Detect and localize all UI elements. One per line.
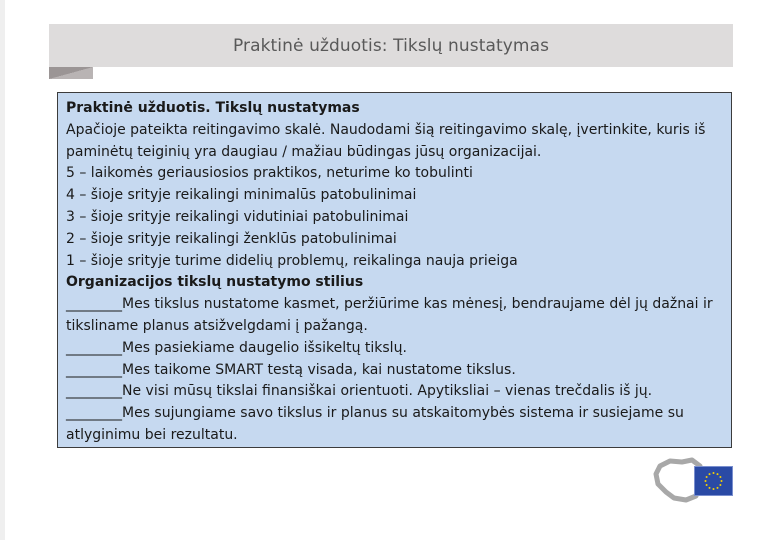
statement-2: [66, 338, 723, 360]
scale-item-5: 5 – laikomės geriausiosios praktikos, neturime ko tobulinti: [66, 165, 473, 182]
statement-text: Mes pasiekiame daugelio išsikeltų tikslų.: [122, 339, 407, 356]
scale-item-3: 3 – šioje srityje reikalingi vidutiniai patobulinimai: [66, 208, 409, 225]
intro-paragraph: Apačioje pateikta reitingavimo skalė. Naudodami šią reitingavimo skalę, įvertinkite, kuris iš paminėtų teiginių yra daugiau / mažiau būdingas jūsų organizacijai.: [66, 121, 706, 160]
statement-1: [66, 294, 716, 338]
title-bar: [49, 24, 733, 67]
statement-4: [66, 381, 723, 403]
scale-item-4: 4 – šioje srityje reikalingi minimalūs patobulinimai: [66, 187, 417, 204]
statement-text: Mes taikome SMART testą visada, kai nustatome tikslus.: [122, 361, 516, 378]
slide-title: Praktinė užduotis: Tikslų nustatymas: [232, 35, 550, 56]
scale-item-1: 1 – šioje srityje turime didelių problemų, reikalinga nauja prieiga: [66, 252, 518, 269]
answer-blank[interactable]: ________: [66, 361, 122, 378]
answer-blank[interactable]: ________: [66, 296, 122, 313]
answer-blank[interactable]: ________: [66, 383, 122, 400]
style-heading: Organizacijos tikslų nustatymo stilius: [66, 274, 364, 291]
scale-item-2: 2 – šioje srityje reikalingi ženklūs patobulinimai: [66, 230, 397, 247]
eu-flag-icon: [694, 466, 733, 496]
statement-text: Mes sujungiame savo tikslus ir planus su atskaitomybės sistema ir susiejame su atlyginimu bei rezultatu.: [66, 405, 684, 443]
statement-text: Mes tikslus nustatome kasmet, peržiūrime kas mėnesį, bendraujame dėl jų dažnai ir tiksliname planus atsižvelgdami į pažangą.: [66, 296, 713, 334]
answer-blank[interactable]: ________: [66, 405, 122, 422]
answer-blank[interactable]: ________: [66, 339, 122, 356]
statement-text: Ne visi mūsų tikslai finansiškai orientuoti. Apytiksliai – vienas trečdalis iš jų.: [122, 383, 653, 400]
content-box: [57, 92, 732, 448]
left-edge-rule: [0, 0, 5, 540]
statement-3: [66, 360, 723, 382]
content-heading: Praktinė užduotis. Tikslų nustatymas: [66, 100, 360, 116]
title-tab-accent: [49, 67, 93, 79]
statement-5: [66, 403, 721, 447]
eu-stars-icon: [695, 467, 732, 495]
